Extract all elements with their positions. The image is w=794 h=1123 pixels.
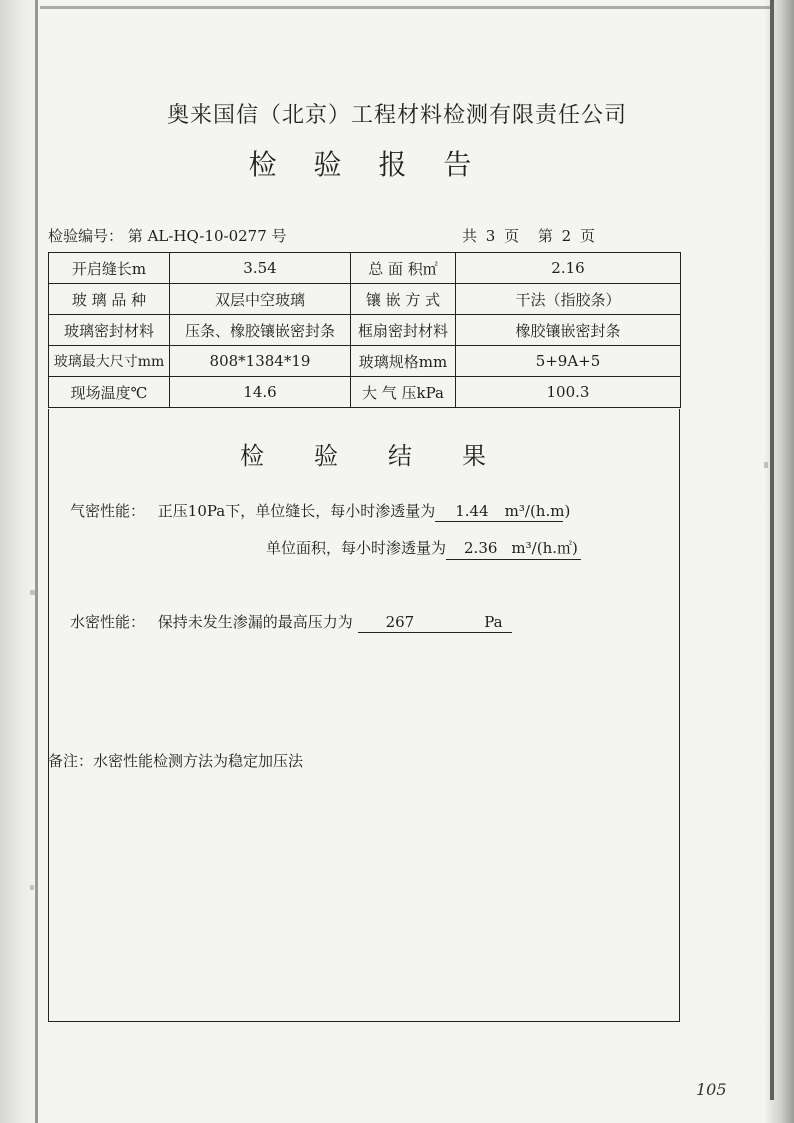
table-value: 压条、橡胶镶嵌密封条: [170, 315, 351, 346]
table-row: [49, 284, 681, 315]
table-row: [49, 253, 681, 284]
table-value: 双层中空玻璃: [170, 284, 351, 315]
water-tightness-line: [70, 611, 512, 633]
table-label: 玻璃密封材料: [49, 315, 170, 346]
results-title-char: 结: [388, 442, 412, 470]
air-tightness-line-1: [70, 500, 571, 522]
table-value: 2.16: [456, 253, 681, 284]
table-row: [49, 315, 681, 346]
air-tightness-line-2: [266, 537, 581, 560]
table-value: 干法（指胶条）: [456, 284, 681, 315]
report-number-label: 检验编号：: [48, 227, 124, 245]
table-value: 3.54: [170, 253, 351, 284]
results-title-char: 验: [314, 442, 338, 470]
table-label: 大 气 压kPa: [351, 377, 456, 408]
water-tightness-text: 保持未发生渗漏的最高压力为: [157, 613, 353, 631]
scan-speck: [30, 885, 34, 890]
table-label: 现场温度℃: [49, 377, 170, 408]
table-label: 玻 璃 品 种: [49, 284, 170, 315]
air-tightness-area-result: [446, 537, 581, 560]
water-tightness-value: 267: [385, 613, 415, 631]
results-title: [240, 436, 536, 471]
results-title-char: 果: [462, 442, 486, 470]
air-tightness-area-value: 2.36: [464, 539, 498, 557]
table-value: 14.6: [170, 377, 351, 408]
table-value: 100.3: [456, 377, 681, 408]
report-title: 检 验 报 告: [248, 148, 486, 181]
table-label: 总 面 积㎡: [351, 253, 456, 284]
page-counter: [462, 225, 605, 246]
results-title-char: 检: [240, 442, 264, 470]
scan-speck: [30, 590, 35, 595]
specimen-info-table: [48, 252, 681, 408]
handwritten-page-number: 105: [696, 1080, 727, 1099]
scan-edge-top: [40, 6, 770, 9]
report-number: [48, 225, 287, 246]
report-number-value: 第 AL-HQ-10-0277 号: [127, 227, 287, 245]
water-tightness-result: [358, 613, 512, 633]
air-tightness-result: [435, 502, 571, 522]
table-label: 玻璃规格mm: [351, 346, 456, 377]
air-tightness-label: 气密性能：: [70, 502, 146, 520]
table-value: 橡胶镶嵌密封条: [456, 315, 681, 346]
air-tightness-text: 正压10Pa下，单位缝长，每小时渗透量为: [157, 502, 436, 520]
air-tightness-area-unit: m³/(h.㎡): [511, 539, 578, 557]
remark: 备注：水密性能检测方法为稳定加压法: [48, 752, 304, 770]
scan-edge-right: [770, 0, 774, 1100]
table-label: 框扇密封材料: [351, 315, 456, 346]
table-label: 镶 嵌 方 式: [351, 284, 456, 315]
table-label: 玻璃最大尺寸mm: [49, 346, 170, 377]
air-tightness-unit: m³/(h.m): [504, 502, 571, 520]
air-tightness-area-text: 单位面积，每小时渗透量为: [266, 539, 447, 557]
page-current: 第 2 页: [537, 227, 595, 245]
table-label: 开启缝长m: [49, 253, 170, 284]
table-row: [49, 377, 681, 408]
table-row: [49, 346, 681, 377]
table-value: 5+9A+5: [456, 346, 681, 377]
scan-shadow-right: [764, 0, 794, 1123]
water-tightness-label: 水密性能：: [70, 613, 146, 631]
pages-total: 共 3 页: [462, 227, 520, 245]
scan-speck: [764, 462, 768, 468]
company-name: 奥来国信（北京）工程材料检测有限责任公司: [166, 103, 627, 128]
air-tightness-value: 1.44: [455, 502, 489, 520]
water-tightness-unit: Pa: [484, 613, 503, 631]
table-value: 808*1384*19: [170, 346, 351, 377]
